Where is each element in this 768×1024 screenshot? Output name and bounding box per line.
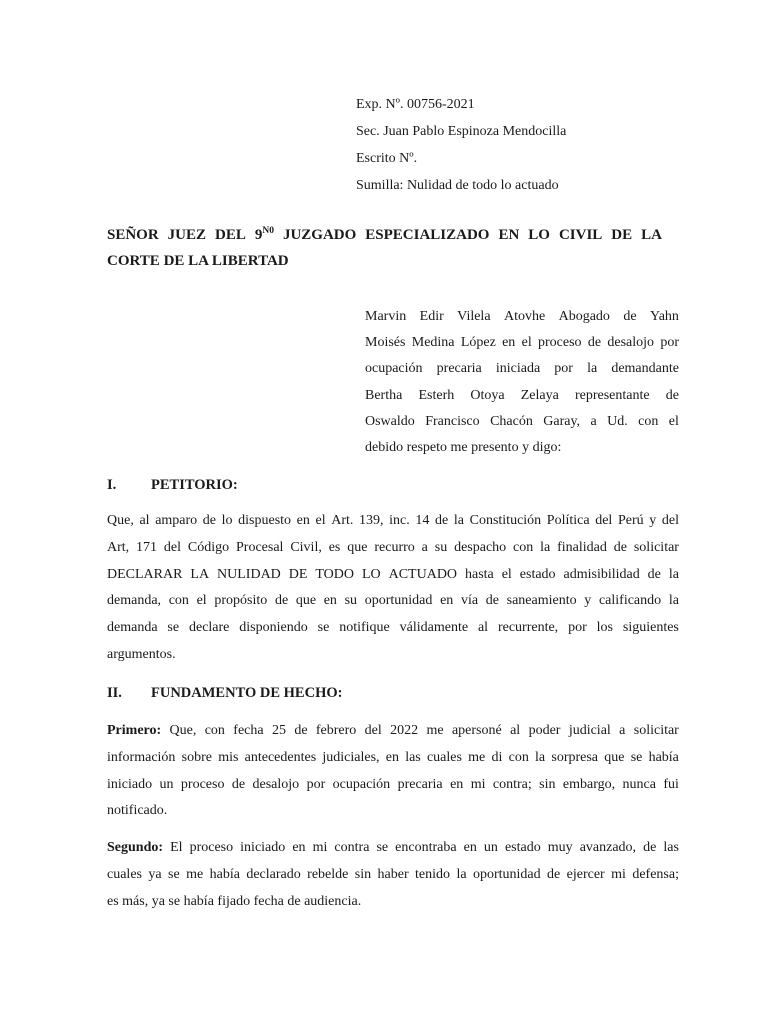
word: las	[405, 749, 421, 765]
word: había	[209, 866, 240, 882]
word: apersoné	[451, 723, 502, 738]
word: encontraba	[395, 840, 457, 855]
paragraph-line	[107, 508, 679, 535]
word: se	[317, 620, 330, 636]
word: inc.	[389, 513, 410, 528]
word: que	[295, 593, 317, 609]
word: di	[491, 749, 503, 765]
word: que	[604, 749, 625, 765]
word: Abogado	[558, 309, 610, 324]
word: me	[468, 749, 486, 765]
word: 171	[136, 539, 158, 555]
word: en	[502, 335, 516, 351]
word: calificando	[598, 593, 662, 609]
word: desalojo	[252, 776, 300, 792]
word: Art,	[107, 539, 130, 555]
word: por	[554, 361, 573, 377]
word: Esterh	[418, 387, 455, 403]
word: Bertha	[365, 387, 403, 403]
word: sobre	[181, 749, 212, 765]
word: los	[596, 620, 613, 636]
word: Marvin	[365, 309, 407, 324]
paragraph-line	[107, 588, 679, 615]
word: al	[139, 513, 150, 528]
word: Medina	[411, 335, 455, 351]
word: vía	[460, 593, 479, 609]
paragraph-line	[107, 535, 679, 562]
word: se	[167, 620, 180, 636]
word: de	[587, 335, 602, 351]
paragraph-line	[107, 862, 679, 889]
word: de	[294, 723, 308, 738]
word: un	[159, 776, 174, 792]
word: con	[638, 413, 659, 429]
word: válidamente	[399, 620, 469, 636]
word: fecha	[233, 723, 264, 738]
word: información	[107, 749, 176, 765]
word: haber	[377, 866, 409, 882]
presenter-block	[365, 304, 679, 461]
word: despacho	[454, 539, 507, 555]
word: demanda	[107, 620, 158, 636]
word: oportunidad	[364, 593, 433, 609]
word: Código	[187, 539, 230, 555]
paragraph-line	[107, 772, 679, 799]
ordinal-number: 9	[254, 227, 263, 243]
paragraph-line	[107, 745, 679, 772]
presenter-line	[365, 304, 679, 330]
word: de	[202, 513, 217, 528]
word: hasta	[465, 566, 494, 582]
word: defensa;	[632, 866, 679, 882]
word: en	[450, 776, 464, 792]
word: fui	[663, 776, 679, 792]
word: el	[315, 513, 326, 528]
word: Perú	[617, 513, 644, 528]
word: Procesal	[236, 539, 284, 555]
word: Constitución	[469, 513, 542, 528]
addressee-word: DE	[611, 227, 633, 243]
word: de	[274, 593, 289, 609]
word: se	[376, 840, 389, 855]
addressee-word: JUZGADO	[282, 227, 357, 243]
word: sin	[354, 866, 372, 882]
word: de	[623, 309, 637, 324]
word: el	[668, 413, 679, 429]
word: de	[547, 866, 561, 882]
word: en	[440, 593, 454, 609]
word: a	[590, 413, 597, 429]
word: Vilela	[457, 309, 491, 324]
word: de	[435, 513, 449, 528]
word: ya	[148, 866, 162, 882]
word: contra;	[492, 776, 532, 792]
presenter-line	[365, 383, 679, 409]
word: sorpresa	[551, 749, 599, 765]
word: con	[508, 749, 529, 765]
word: la	[456, 866, 467, 882]
word: rebelde	[307, 866, 349, 882]
word: López	[460, 335, 496, 351]
word: que	[347, 539, 368, 555]
presenter-line	[365, 356, 679, 382]
word: LO	[361, 566, 381, 582]
addressee-word: JUEZ	[167, 227, 207, 243]
word: Ud.	[607, 413, 628, 429]
word: saneamiento	[506, 593, 577, 609]
word: Política	[546, 513, 590, 528]
paragraph-label: Primero:	[107, 723, 162, 738]
word: ocupación	[365, 361, 423, 377]
word: al	[510, 723, 521, 738]
word: de	[643, 840, 657, 855]
word: de	[231, 776, 246, 792]
word: declarado	[246, 866, 301, 882]
word: amparo	[155, 513, 198, 528]
word: Civil,	[290, 539, 322, 555]
presenter-line	[365, 330, 679, 356]
word: disponiendo	[239, 620, 308, 636]
word: 25	[271, 723, 286, 738]
word: de	[485, 593, 499, 609]
word: Otoya	[470, 387, 505, 403]
addressee-word: EN	[498, 227, 520, 243]
word: Moisés	[365, 335, 406, 351]
word: a	[619, 723, 626, 738]
word: LA	[190, 566, 210, 582]
addressee-word: DEL	[215, 227, 246, 243]
word: demanda,	[107, 593, 162, 609]
word: su	[344, 593, 358, 609]
word: de	[665, 387, 679, 403]
paragraph-line	[107, 718, 679, 745]
word: por	[660, 335, 679, 351]
addressee-word: SEÑOR	[107, 227, 159, 243]
word: estado	[504, 840, 541, 855]
word: en	[463, 840, 477, 855]
paragraph-label: Segundo:	[107, 840, 164, 855]
word: proceso	[180, 776, 225, 792]
word: la	[540, 539, 551, 555]
word: febrero	[315, 723, 357, 738]
writ-number: Escrito Nº.	[356, 151, 418, 166]
word: la	[453, 513, 464, 528]
addressee-line-2: CORTE DE LA LIBERTAD	[107, 253, 289, 269]
word: judiciales,	[322, 749, 380, 765]
word: había	[648, 749, 679, 765]
paragraph-line: es más, ya se había fijado fecha de audiencia.	[107, 893, 362, 909]
paragraph-line	[107, 615, 679, 642]
word: notifique	[339, 620, 390, 636]
word: desalojo	[607, 335, 655, 351]
word: admisibilidad	[563, 566, 640, 582]
section-heading-fundamento	[107, 685, 342, 702]
word: nunca	[622, 776, 656, 792]
word: me	[426, 723, 444, 738]
word: su	[434, 539, 448, 555]
word: estado	[519, 566, 556, 582]
word: ejercer	[566, 866, 605, 882]
word: muy	[547, 840, 573, 855]
word: Que,	[169, 723, 197, 738]
word: Oswaldo	[365, 413, 415, 429]
word: la	[668, 566, 679, 582]
word: en	[296, 513, 310, 528]
word: Que,	[107, 513, 134, 528]
word: 2022	[390, 723, 419, 738]
section-title: FUNDAMENTO DE HECHO:	[151, 685, 343, 701]
word: demandante	[611, 361, 679, 377]
word: finalidad	[557, 539, 607, 555]
word: TODO	[315, 566, 355, 582]
word: el	[501, 566, 512, 582]
word: cuales	[107, 866, 142, 882]
word: Edir	[419, 309, 444, 324]
paragraph-line: argumentos.	[107, 646, 176, 662]
word: judicial	[568, 723, 611, 738]
word: avanzado,	[579, 840, 637, 855]
word: Art.	[331, 513, 354, 528]
ordinal-superscript: N0	[262, 226, 274, 236]
word: con	[204, 723, 225, 738]
addressee-word: LO	[528, 227, 550, 243]
word: Garay,	[543, 413, 581, 429]
word: precaria	[436, 361, 482, 377]
addressee-word: CIVIL	[558, 227, 603, 243]
case-header	[356, 91, 566, 199]
word: proceso	[538, 335, 582, 351]
word: de	[613, 539, 627, 555]
word: las	[663, 840, 679, 855]
word: me	[186, 866, 204, 882]
word: la	[535, 749, 546, 765]
word: contra	[334, 840, 370, 855]
word: en	[323, 593, 337, 609]
word: antecedentes	[244, 749, 317, 765]
word: el	[196, 593, 207, 609]
word: un	[483, 840, 498, 855]
word: NULIDAD	[217, 566, 281, 582]
section-number: I.	[107, 477, 117, 493]
word: es	[328, 539, 341, 555]
word: 139,	[359, 513, 384, 528]
section-title: PETITORIO:	[151, 477, 238, 493]
word: Francisco	[425, 413, 480, 429]
word: por	[306, 776, 326, 792]
word: en	[385, 749, 399, 765]
word: y	[649, 513, 657, 528]
word: de	[647, 566, 661, 582]
word: 14	[415, 513, 430, 528]
word: sin	[539, 776, 556, 792]
word: recurrente,	[497, 620, 559, 636]
word: DECLARAR	[107, 566, 183, 582]
word: El	[170, 840, 183, 855]
word: mi	[312, 840, 328, 855]
word: tenido	[415, 866, 451, 882]
word: Yahn	[650, 309, 679, 324]
addressee	[107, 222, 662, 274]
word: por	[568, 620, 587, 636]
paragraph-line	[107, 835, 679, 862]
word: propósito	[214, 593, 268, 609]
word: oportunidad	[472, 866, 541, 882]
addressee-line-1	[107, 222, 662, 248]
addressee-ordinal	[255, 222, 274, 248]
word: declare	[188, 620, 230, 636]
word: se	[630, 749, 643, 765]
word: representante	[574, 387, 650, 403]
presenter-line	[365, 409, 679, 435]
word: y	[584, 593, 592, 609]
word: el	[521, 335, 532, 351]
word: poder	[528, 723, 561, 738]
paragraph-line: notificado.	[107, 803, 168, 819]
petitorio-paragraph	[107, 508, 679, 669]
secretary: Sec. Juan Pablo Espinoza Mendocilla	[356, 124, 567, 139]
section-heading-petitorio	[107, 477, 238, 494]
word: ocupación	[332, 776, 391, 792]
word: DE	[288, 566, 308, 582]
word: del	[595, 513, 613, 528]
addressee-word: ESPECIALIZADO	[365, 227, 490, 243]
word: Zelaya	[520, 387, 559, 403]
word: del	[163, 539, 182, 555]
word: ACTUADO	[388, 566, 458, 582]
word: a	[421, 539, 428, 555]
word: del	[364, 723, 382, 738]
word: embargo,	[562, 776, 616, 792]
summary: Sumilla: Nulidad de todo lo actuado	[356, 178, 559, 193]
word: iniciada	[495, 361, 541, 377]
word: lo	[221, 513, 233, 528]
segundo-paragraph	[107, 835, 679, 915]
word: iniciado	[240, 840, 286, 855]
word: solicitar	[633, 539, 679, 555]
word: al	[477, 620, 489, 636]
word: cuales	[426, 749, 462, 765]
word: la	[587, 361, 598, 377]
word: mi	[611, 866, 626, 882]
case-number: Exp. Nº. 00756-2021	[356, 97, 475, 112]
paragraph-line	[107, 562, 679, 589]
presenter-line: debido respeto me presento y digo:	[365, 440, 562, 456]
word: con	[513, 539, 534, 555]
primero-paragraph	[107, 718, 679, 825]
word: mis	[218, 749, 239, 765]
word: precaria	[397, 776, 443, 792]
word: recurro	[374, 539, 415, 555]
word: se	[168, 866, 180, 882]
word: en	[292, 840, 306, 855]
word: proceso	[189, 840, 234, 855]
word: con	[168, 593, 189, 609]
word: la	[668, 593, 679, 609]
word: dispuesto	[238, 513, 292, 528]
word: Chacón	[490, 413, 533, 429]
addressee-word: LA	[641, 227, 662, 243]
word: Atovhe	[503, 309, 546, 324]
word: mi	[470, 776, 486, 792]
word: solicitar	[633, 723, 679, 738]
word: del	[661, 513, 679, 528]
word: iniciado	[107, 776, 153, 792]
word: siguientes	[622, 620, 679, 636]
section-number: II.	[107, 685, 122, 701]
